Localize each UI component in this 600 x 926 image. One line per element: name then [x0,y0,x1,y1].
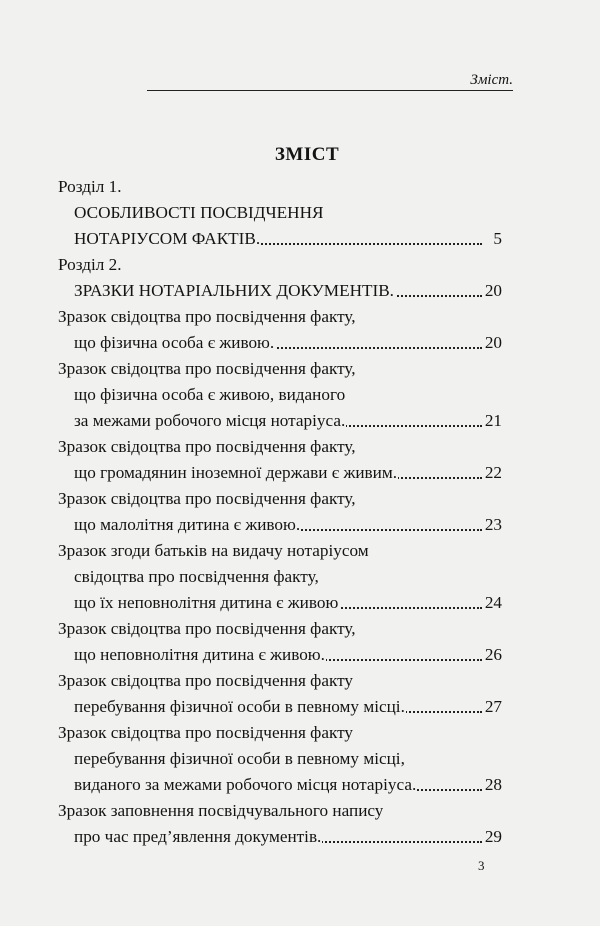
toc-entry-line: Зразок свідоцтва про посвідчення факту, [58,489,356,508]
toc-entry-line: Зразок свідоцтва про посвідчення факту, [58,307,356,326]
toc-entry-line: перебування фізичної особи в певному місці, [74,749,405,768]
section-label: Розділ 2. [58,255,122,274]
toc-page-number: 24 [483,591,502,615]
toc-entry-section-1[interactable] [74,227,502,251]
toc-entry-text: що малолітня дитина є живою. [74,515,301,534]
toc-entry-5[interactable] [74,591,502,615]
toc-page-number: 23 [483,513,502,537]
toc-page-number: 20 [483,331,502,355]
toc-entry-3[interactable] [74,461,502,485]
page-title: ЗМІСТ [274,144,340,165]
toc-entry-7[interactable] [74,695,502,719]
toc-entry-line: що фізична особа є живою, виданого [74,385,346,404]
toc-entry-text: що неповнолітня дитина є живою. [74,645,325,664]
toc-entry-line: Зразок свідоцтва про посвідчення факту, [58,437,356,456]
running-header [147,64,513,91]
toc-entry-8[interactable] [74,773,502,797]
toc-entry-line: Зразок свідоцтва про посвідчення факту, [58,619,356,638]
toc-entry-9[interactable] [74,825,502,849]
toc-entry-line: Зразок свідоцтва про посвідчення факту, [58,359,356,378]
toc-entry-1[interactable] [74,331,502,355]
toc-page-number: 29 [483,825,502,849]
toc-page-number: 22 [483,461,502,485]
toc-entry-text: виданого за межами робочого місця нотаріуса. [74,775,417,794]
toc-page-number: 26 [483,643,502,667]
toc-entry-text: перебування фізичної особи в певному місці. [74,697,405,716]
toc-entry-line: Зразок згоди батьків на видачу нотаріусом [58,541,369,560]
toc-page-number: 5 [491,227,502,251]
toc-entry-line: свідоцтва про посвідчення факту, [74,567,319,586]
toc-entry-text: за межами робочого місця нотаріуса. [74,411,346,430]
toc-entry-text: НОТАРІУСОМ ФАКТІВ. [74,229,261,248]
page-number: 3 [478,858,485,873]
section-title-line: ОСОБЛИВОСТІ ПОСВІДЧЕННЯ [74,203,324,222]
toc-entry-text: що громадянин іноземної держави є живим. [74,463,398,482]
toc-entry-line: Зразок свідоцтва про посвідчення факту [58,671,353,690]
toc-entry-4[interactable] [74,513,502,537]
toc-entry-text: про час пред’явлення документів. [74,827,322,846]
toc-page-number: 21 [483,409,502,433]
toc-entry-text: ЗРАЗКИ НОТАРІАЛЬНИХ ДОКУМЕНТІВ. [74,281,394,300]
section-label: Розділ 1. [58,177,122,196]
toc-entry-2[interactable] [74,409,502,433]
toc-entry-section-2[interactable] [74,279,502,303]
toc-entry-line: Зразок свідоцтва про посвідчення факту [58,723,353,742]
toc-page-number: 27 [483,695,502,719]
toc-entry-6[interactable] [74,643,502,667]
toc-entry-line: Зразок заповнення посвідчувального напису [58,801,384,820]
running-title: Зміст. [470,72,513,88]
toc-entry-text: що їх неповнолітня дитина є живою [74,593,339,612]
toc-entry-text: що фізична особа є живою. [74,333,275,352]
toc-page-number: 20 [483,279,502,303]
toc-page-number: 28 [483,773,502,797]
